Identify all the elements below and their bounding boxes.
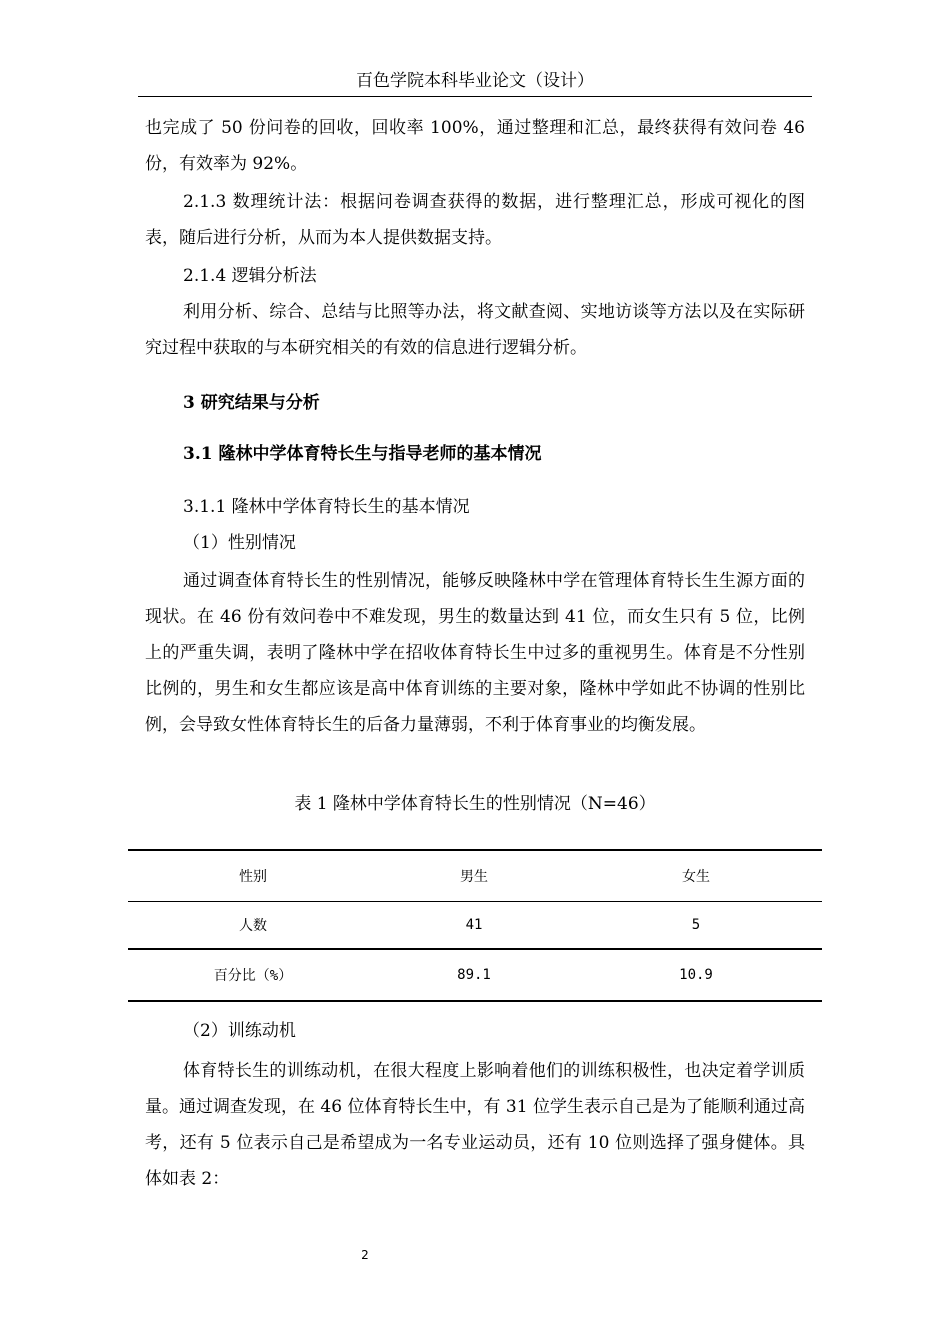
table-header-cell: 男生 [378, 850, 570, 902]
table-caption: 表 1 隆林中学体育特长生的性别情况（N=46） [294, 794, 656, 814]
heading-logic-method: 2.1.4 逻辑分析法 [183, 266, 317, 286]
page-number: 2 [361, 1248, 369, 1262]
paragraph-survey-continued: 也完成了 50 份问卷的回收，回收率 100%，通过整理和汇总，最终获得有效问卷 46 份，有效率为 92%。 [145, 118, 805, 174]
paragraph-gender: 通过调查体育特长生的性别情况，能够反映隆林中学在管理体育特长生生源方面的现状。在 46 份有效问卷中不难发现，男生的数量达到 41 位，而女生只有 5 位，比例上的严重失调，表明了隆林中学在招收体育特长生中过多的重视男生。体育是不分性别比例的，男生和女生都应该是高中体育训练的主要对象，隆林中学如此不协调的性别比例，会导致女性体育特长生的后备力量薄弱，不利于体育事业的均衡发展。 [145, 571, 805, 735]
table-cell: 5 [570, 902, 822, 950]
table-header-cell: 性别 [128, 850, 378, 902]
paragraph-logic-method: 利用分析、综合、总结与比照等办法，将文献查阅、实地访谈等方法以及在实际研究过程中获取的与本研究相关的有效的信息进行逻辑分析。 [145, 302, 805, 358]
table-cell: 人数 [128, 902, 378, 950]
heading-training-motive: （2）训练动机 [183, 1021, 296, 1041]
heading-gender: （1）性别情况 [183, 533, 296, 553]
table-cell: 41 [378, 902, 570, 950]
section-heading-3: 3 研究结果与分析 [183, 393, 320, 413]
paragraph-training-motive: 体育特长生的训练动机，在很大程度上影响着他们的训练积极性，也决定着学训质量。通过调查发现，在 46 位体育特长生中，有 31 位学生表示自己是为了能顺利通过高考，还有 5 位表示自己是希望成为一名专业运动员，还有 10 位则选择了强身健体。具体如表 2： [145, 1061, 805, 1189]
paragraph-statistics-method: 2.1.3 数理统计法：根据问卷调查获得的数据，进行整理汇总，形成可视化的图表，随后进行分析，从而为本人提供数据支持。 [145, 192, 805, 248]
section-heading-3-1: 3.1 隆林中学体育特长生与指导老师的基本情况 [183, 444, 542, 464]
table-header-row [128, 850, 822, 902]
table-row [128, 949, 822, 1001]
table-cell: 10.9 [570, 949, 822, 1001]
table-header-cell: 女生 [570, 850, 822, 902]
gender-table [128, 849, 822, 1002]
table-cell: 百分比（%） [128, 949, 378, 1001]
table-row [128, 902, 822, 950]
table-cell: 89.1 [378, 949, 570, 1001]
subsection-heading-3-1-1: 3.1.1 隆林中学体育特长生的基本情况 [183, 497, 470, 517]
page-header: 百色学院本科毕业论文（设计） [138, 68, 812, 97]
